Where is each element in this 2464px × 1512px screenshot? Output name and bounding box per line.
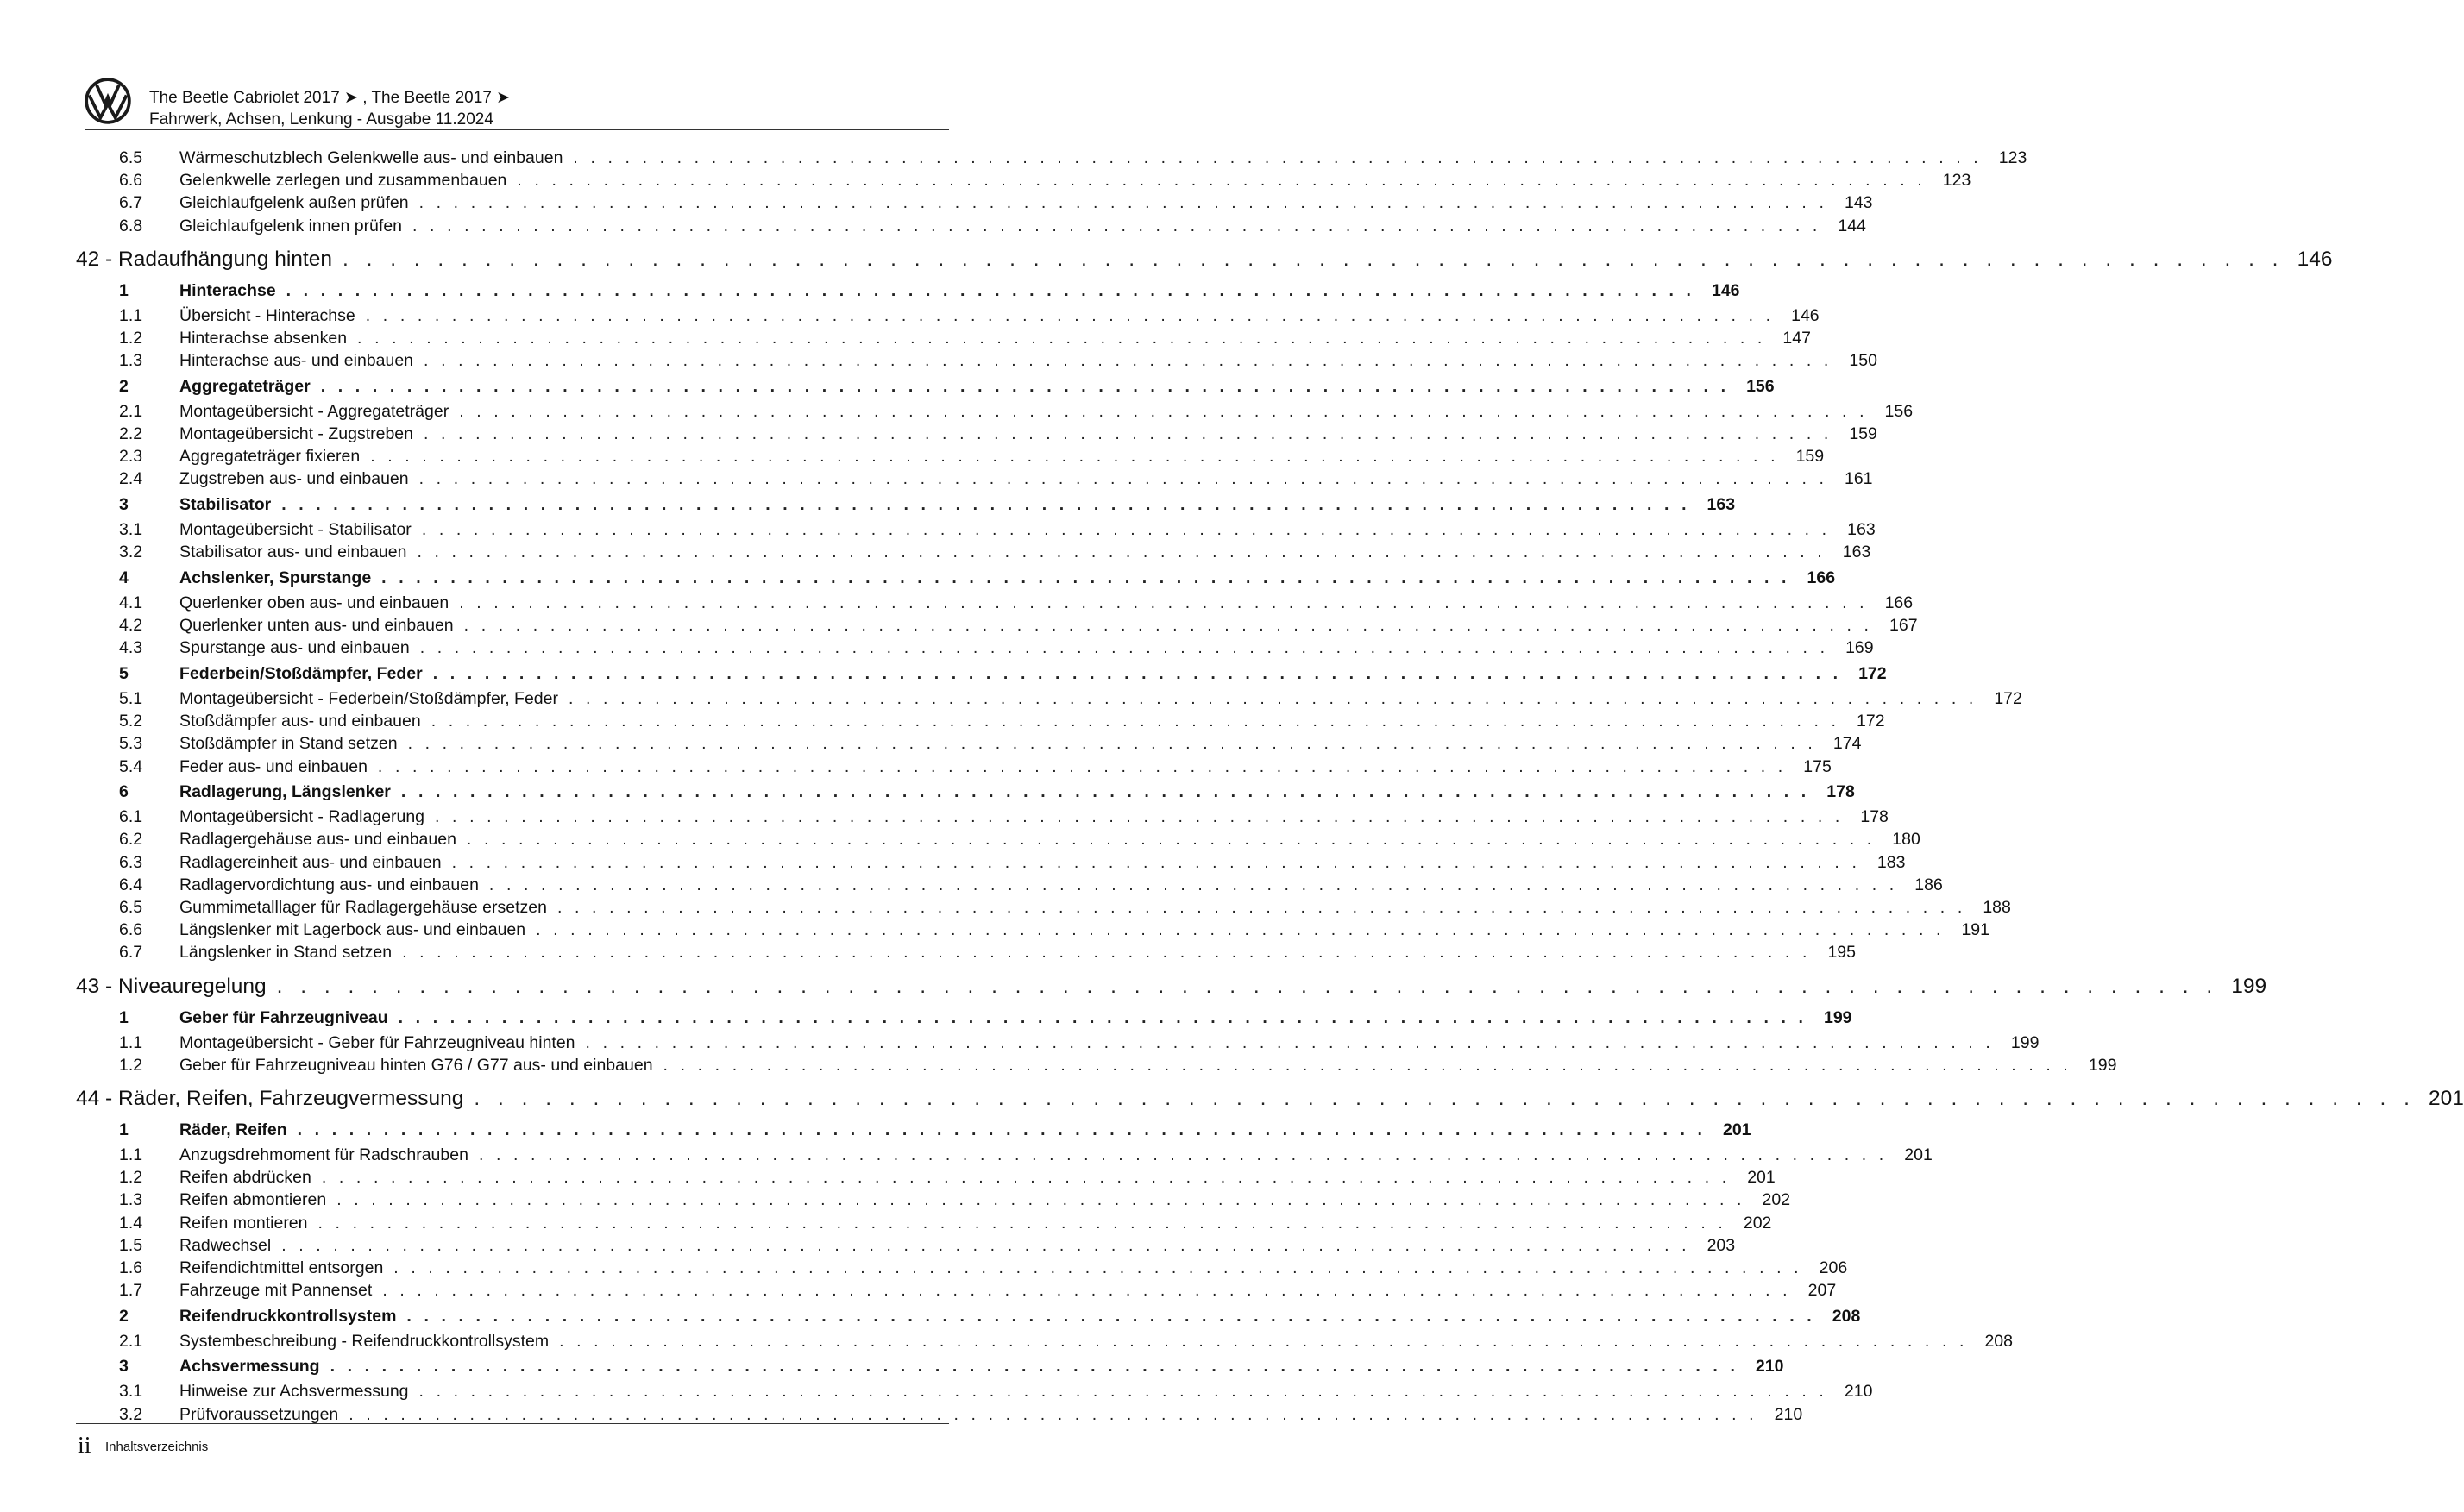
toc-page-number: 206 — [1819, 1258, 1848, 1277]
toc-page-number: 163 — [1847, 520, 1876, 540]
toc-section-entry[interactable] — [74, 1306, 1861, 1332]
toc-subsection-entry[interactable] — [74, 520, 1876, 543]
toc-page-number: 146 — [2297, 247, 2333, 271]
toc-entry-number: 4.3 — [119, 638, 143, 658]
toc-entry-title: Gummimetalllager für Radlagergehäuse ersetzen — [179, 898, 547, 917]
toc-dot-leader: . . . . . . . . . . . . . . . . . . . . . . . . . . . . . . . . . . . . . . . . . . . . . . . . . . . . . . . . . . . . . . . . . . . . . . . . . . . . . . . . . . — [402, 943, 1811, 963]
toc-entry-title: Achslenker, Spurstange — [179, 568, 372, 587]
toc-entry-number: 3 — [119, 495, 129, 515]
toc-entry-number: 1.2 — [119, 1055, 143, 1075]
toc-subsection-entry[interactable] — [74, 1331, 2013, 1354]
toc-page-number: 202 — [1743, 1213, 1772, 1233]
toc-dot-leader: . . . . . . . . . . . . . . . . . . . . . . . . . . . . . . . . . . . . . . . . . . . . . . . . . . . . . . . . . . . . . . . . . . . . . . . . . . . . . . . . . . — [382, 1281, 1792, 1301]
toc-entry-number: 2.3 — [119, 447, 143, 467]
toc-entry-title: Prüfvoraussetzungen — [179, 1404, 339, 1424]
toc-page-number: 123 — [1998, 148, 2027, 167]
toc-page-number: 174 — [1832, 734, 1862, 754]
toc-entry-number: 1.5 — [119, 1235, 143, 1255]
toc-page-number: 172 — [1857, 712, 1885, 731]
toc-entry-title: Radlagerung, Längslenker — [179, 782, 391, 802]
page-folio: ii — [78, 1433, 91, 1459]
toc-entry-title: 43 - Niveauregelung — [76, 974, 267, 998]
toc-entry-number: 2.1 — [119, 401, 143, 421]
toc-subsection-entry[interactable] — [74, 1055, 2117, 1078]
toc-subsection-entry[interactable] — [74, 305, 1820, 329]
toc-dot-leader: . . . . . . . . . . . . . . . . . . . . . . . . . . . . . . . . . . . . . . . . . . . . . . . . . . . . . . . . . . . . . . . . . . . . . . . . . . . . . . . . . . — [357, 328, 1766, 348]
toc-entry-number: 6 — [119, 782, 129, 802]
toc-dot-leader: . . . . . . . . . . . . . . . . . . . . . . . . . . . . . . . . . . . . . . . . . . . . . . . . . . . . . . . . . . . . . . . . . . . . . . . . . . . . . . . . . . — [463, 616, 1873, 636]
toc-page-number: 191 — [1961, 920, 1989, 940]
toc-chapter-entry[interactable] — [74, 974, 2267, 1004]
toc-entry-title: Montageübersicht - Federbein/Stoßdämpfer, Feder — [179, 689, 558, 708]
toc-subsection-entry[interactable] — [74, 1168, 1776, 1190]
toc-dot-leader: . . . . . . . . . . . . . . . . . . . . . . . . . . . . . . . . . . . . . . . . . . . . . . . . . . . . . . . . . . . . . . . . . . . . . . . . . . . . . . . . . . — [418, 469, 1828, 489]
toc-entry-title: Montageübersicht - Stabilisator — [179, 520, 412, 540]
toc-section-entry[interactable] — [74, 376, 1775, 402]
toc-page-number: 201 — [1747, 1168, 1776, 1188]
toc-subsection-entry[interactable] — [74, 401, 1914, 424]
toc-entry-title: Stoßdämpfer in Stand setzen — [179, 734, 398, 754]
toc-entry-number: 6.6 — [119, 920, 143, 940]
toc-page-number: 143 — [1844, 193, 1873, 213]
toc-subsection-entry[interactable] — [74, 616, 1918, 638]
toc-subsection-entry[interactable] — [74, 734, 1862, 756]
toc-subsection-entry[interactable] — [74, 898, 2011, 920]
toc-section-entry[interactable] — [74, 568, 1836, 593]
toc-dot-leader: . . . . . . . . . . . . . . . . . . . . . . . . . . . . . . . . . . . . . . . . . . . . . . . . . . . . . . . . . . . . . . . . . . . . . . . . . . . . . . . . . . — [336, 1190, 1746, 1210]
toc-section-entry[interactable] — [74, 1120, 1751, 1145]
footer-rule — [76, 1423, 949, 1424]
toc-entry-number: 3 — [119, 1357, 129, 1377]
toc-entry-title: Räder, Reifen — [179, 1120, 287, 1139]
toc-entry-number: 6.7 — [119, 193, 143, 213]
toc-page-number: 210 — [1844, 1382, 1873, 1402]
toc-dot-leader: . . . . . . . . . . . . . . . . . . . . . . . . . . . . . . . . . . . . . . . . . . . . . . . . . . . . . . . . . . . . . . . . . . . . . . . . . . . . . . . . . . — [286, 280, 1695, 300]
toc-page-number: 156 — [1884, 401, 1914, 421]
toc-subsection-entry[interactable] — [74, 351, 1877, 373]
toc-entry-title: Hinterachse — [179, 280, 276, 300]
toc-entry-title: Stoßdämpfer aus- und einbauen — [179, 712, 421, 731]
toc-dot-leader: . . . . . . . . . . . . . . . . . . . . . . . . . . . . . . . . . . . . . . . . . . . . . . . . . . . . . . . . . . . . . . . . . . . . . . . . . . . . . . . . . . — [370, 447, 1780, 467]
toc-dot-leader: . . . . . . . . . . . . . . . . . . . . . . . . . . . . . . . . . . . . . . . . . . . . . . . . . . . . . . . . . . . . . . . . . . . . . . . . . . . . . . . . . . — [400, 782, 1810, 802]
toc-page-number: 199 — [2010, 1032, 2040, 1052]
toc-entry-title: Hinweise zur Achsvermessung — [179, 1382, 409, 1402]
toc-entry-number: 1.2 — [119, 1168, 143, 1188]
toc-entry-number: 6.5 — [119, 148, 143, 167]
toc-dot-leader: . . . . . . . . . . . . . . . . . . . . . . . . . . . . . . . . . . . . . . . . . . . . . . . . . . . . . . . . . . . . . . . . . . . . . . . . . . . . . . . . . . — [377, 756, 1787, 776]
toc-entry-number: 3.1 — [119, 1382, 143, 1402]
toc-dot-leader: . . . . . . . . . . . . . . . . . . . . . . . . . . . . . . . . . . . . . . . . . . . . . . . . . . . . . . . . . . . . . . . . . . . . . . . . . . . . . . . . . . — [573, 148, 1983, 167]
toc-entry-title: Reifendruckkontrollsystem — [179, 1306, 397, 1326]
toc-dot-leader: . . . . . . . . . . . . . . . . . . . . . . . . . . . . . . . . . . . . . . . . . . . . . . . . . . . . . . . . . . . . . . . . . . . . . . . . . . . . . . . . . . — [424, 351, 1832, 371]
toc-entry-number: 5.3 — [119, 734, 143, 754]
toc-chapter-entry[interactable] — [74, 247, 2333, 277]
toc-entry-title: Montageübersicht - Zugstreben — [179, 424, 413, 443]
toc-entry-number: 5.1 — [119, 689, 143, 708]
toc-dot-leader: . . . . . . . . . . . . . . . . . . . . . . . . . . . . . . . . . . . . . . . . . . . . . . . . . . . . . . . . . . . . . . . . . . . . . . . . . . . . . . . . . . — [281, 495, 1691, 515]
toc-entry-number: 1 — [119, 1007, 129, 1027]
toc-subsection-entry[interactable] — [74, 193, 1873, 216]
toc-entry-number: 4.2 — [119, 616, 143, 636]
toc-entry-title: 42 - Radaufhängung hinten — [76, 247, 332, 271]
toc-dot-leader: . . . . . . . . . . . . . . . . . . . . . . . . . . . . . . . . . . . . . . . . . . . . . . . . . . . . . . . . . . . . . . . . . . . . . . . . . . . . . . . . . . — [297, 1120, 1707, 1139]
toc-entry-title: Reifen abmontieren — [179, 1190, 327, 1210]
toc-entry-title: Anzugsdrehmoment für Radschrauben — [179, 1145, 468, 1164]
toc-page-number: 207 — [1807, 1281, 1837, 1301]
toc-dot-leader: . . . . . . . . . . . . . . . . . . . . . . . . . . . . . . . . . . . . . . . . . . . . . . . . . . . . . . . . . . . . . . . . . . . . . . . . . . . . . . . . . . — [421, 520, 1831, 540]
toc-entry-number: 1 — [119, 280, 129, 300]
toc-entry-title: Wärmeschutzblech Gelenkwelle aus- und einbauen — [179, 148, 563, 167]
toc-section-entry[interactable] — [74, 782, 1855, 807]
toc-entry-number: 4 — [119, 568, 129, 587]
toc-page-number: 163 — [1707, 495, 1736, 515]
toc-entry-number: 1.4 — [119, 1213, 143, 1233]
toc-entry-number: 6.5 — [119, 898, 143, 917]
toc-dot-leader: . . . . . . . . . . . . . . . . . . . . . . . . . . . . . . . . . . . . . . . . . . . . . . . . . . . . . . . . . . . . . . . . . . . . . . . . . . . . . . . . . . — [459, 401, 1869, 421]
table-of-contents — [74, 148, 2464, 1427]
toc-subsection-entry[interactable] — [74, 171, 1971, 193]
toc-dot-leader: . . . . . . . . . . . . . . . . . . . . . . . . . . . . . . . . . . . . . . . . . . . . . . . . . . . . . . . . . . . . . . . . . . . . . . . . . . . . . . . . . . — [412, 216, 1821, 235]
toc-section-entry[interactable] — [74, 664, 1887, 689]
toc-subsection-entry[interactable] — [74, 424, 1877, 447]
toc-section-entry[interactable] — [74, 1357, 1784, 1382]
toc-dot-leader: . . . . . . . . . . . . . . . . . . . . . . . . . . . . . . . . . . . . . . . . . . . . . . . . . . . . . . . . . . . . . . . . . . . . . . . . . . . . . . . . . . — [559, 1331, 1968, 1351]
page-header — [85, 72, 949, 131]
page-footer — [78, 1433, 208, 1460]
toc-entry-title: Systembeschreibung - Reifendruckkontrollsystem — [179, 1331, 550, 1351]
toc-entry-title: Stabilisator aus- und einbauen — [179, 543, 407, 562]
toc-dot-leader: . . . . . . . . . . . . . . . . . . . . . . . . . . . . . . . . . . . . . . . . . . . . . . . . . . . . . . . . . . . . . . . . . . . . . . . . . . . . . . . . . . — [417, 543, 1826, 562]
toc-dot-leader: . . . . . . . . . . . . . . . . . . . . . . . . . . . . . . . . . . . . . . . . . . . . . . . . . . . . . . . . . . . . . . . . . . . . . . . . . . . . . . . . . . — [488, 875, 1898, 894]
toc-subsection-entry[interactable] — [74, 638, 1874, 661]
toc-page-number: 166 — [1884, 593, 1914, 612]
toc-subsection-entry[interactable] — [74, 1281, 1837, 1303]
toc-page-number: 166 — [1807, 568, 1836, 587]
toc-entry-number: 2 — [119, 1306, 129, 1326]
toc-page-number: 163 — [1842, 543, 1871, 562]
toc-entry-title: Hinterachse absenken — [179, 328, 348, 348]
toc-page-number: 201 — [1722, 1120, 1751, 1139]
toc-subsection-entry[interactable] — [74, 543, 1871, 565]
toc-entry-number: 6.6 — [119, 171, 143, 191]
toc-entry-number: 2.2 — [119, 424, 143, 443]
toc-entry-title: Achsvermessung — [179, 1357, 320, 1377]
toc-dot-leader: . . . . . . . . . . . . . . . . . . . . . . . . . . . . . . . . . . . . . . . . . . . . . . . . . . . . . . . . . . . . . . . . . . . . . . . . . . . . . . . . . . — [381, 568, 1791, 587]
toc-dot-leader: . . . . . . . . . . . . . . . . . . . . . . . . . . . . . . . . . . . . . . . . . . . . . . . . . . . . . . . . . . . . . . . . . . . . . . . . . . . . . . . . . . — [418, 1382, 1828, 1402]
toc-dot-leader: . . . . . . . . . . . . . . . . . . . . . . . . . . . . . . . . . . . . . . . . . . . . . . . . . . . . . . . . . . . . . . . . . . . . . . . . . . . . . . . . . . — [451, 852, 1861, 872]
toc-subsection-entry[interactable] — [74, 1190, 1791, 1213]
toc-entry-title: Gleichlaufgelenk außen prüfen — [179, 193, 409, 213]
toc-section-entry[interactable] — [74, 495, 1736, 520]
toc-page-number: 199 — [2231, 974, 2267, 998]
toc-dot-leader: . . . . . . . . . . . . . . . . . . . . . . . . . . . . . . . . . . . . . . . . . . . . . . . . . . . . . . . . . . . . . . . . . . . . . . . . . . . . . . . . . . — [459, 593, 1869, 612]
toc-page-number: 178 — [1860, 807, 1889, 827]
toc-page-number: 203 — [1707, 1235, 1736, 1255]
toc-entry-number: 1.7 — [119, 1281, 143, 1301]
toc-page-number: 210 — [1755, 1357, 1784, 1377]
toc-page-number: 201 — [1904, 1145, 1933, 1164]
toc-subsection-entry[interactable] — [74, 712, 1885, 734]
toc-dot-leader: . . . . . . . . . . . . . . . . . . . . . . . . . . . . . . . . . . . . . . . . . . . . . . . . . . . . . . . . . . . . . . . . . . . . . . . . . . . . . . . . . . — [431, 712, 1840, 731]
toc-dot-leader: . . . . . . . . . . . . . . . . . . . . . . . . . . . . . . . . . . . . . . . . . . . . . . . . . . . . . . . . . . . . . . . . . . . . . . . . . . . . . . . . . . — [321, 1168, 1731, 1188]
toc-page-number: 201 — [2429, 1086, 2464, 1110]
toc-subsection-entry[interactable] — [74, 1145, 1933, 1168]
toc-dot-leader: . . . . . . . . . . . . . . . . . . . . . . . . . . . . . . . . . . . . . . . . . . . . . . . . . . . . . . . . . . . . . . . . . . . . . . . . . . . . . . . . . . — [406, 1306, 1816, 1326]
header-text — [149, 87, 510, 130]
toc-entry-number: 2.1 — [119, 1331, 143, 1351]
toc-entry-number: 3.2 — [119, 1404, 143, 1424]
toc-entry-number: 5.2 — [119, 712, 143, 731]
toc-subsection-entry[interactable] — [74, 469, 1873, 492]
toc-dot-leader: . . . . . . . . . . . . . . . . . . . . . . . . . . . . . . . . . . . . . . . . . . . . . . . . . . . . . . . . . . . . . . . . . . . . . . . . . . . . . . . . . . — [317, 1213, 1727, 1233]
toc-dot-leader: . . . . . . . . . . . . . . . . . . . . . . . . . . . . . . . . . . . . . . . . . . . . . . . . . . . . . . . . . . . . . . . . . . . . . . . . . . . . . . . . . . — [418, 193, 1828, 213]
toc-entry-title: Aggregateträger fixieren — [179, 447, 361, 467]
toc-subsection-entry[interactable] — [74, 328, 1811, 351]
toc-dot-leader: . . . . . . . . . . . . . . . . . . . . . . . . . . . . . . . . . . . . . . . . . . . . . . . . . . . . . . . . . . . . . . . . . . . . . . . . . . . . . . . . . . — [474, 1086, 2416, 1110]
toc-entry-title: Federbein/Stoßdämpfer, Feder — [179, 664, 423, 683]
toc-page-number: 199 — [2088, 1055, 2117, 1075]
toc-dot-leader: . . . . . . . . . . . . . . . . . . . . . . . . . . . . . . . . . . . . . . . . . . . . . . . . . . . . . . . . . . . . . . . . . . . . . . . . . . . . . . . . . . — [585, 1032, 1995, 1052]
toc-dot-leader: . . . . . . . . . . . . . . . . . . . . . . . . . . . . . . . . . . . . . . . . . . . . . . . . . . . . . . . . . . . . . . . . . . . . . . . . . . . . . . . . . . — [365, 305, 1775, 325]
toc-subsection-entry[interactable] — [74, 1213, 1772, 1236]
toc-subsection-entry[interactable] — [74, 1032, 2040, 1056]
toc-entry-title: Übersicht - Hinterachse — [179, 305, 355, 325]
toc-entry-title: Reifendichtmittel entsorgen — [179, 1258, 384, 1277]
toc-entry-number: 4.1 — [119, 593, 143, 612]
toc-subsection-entry[interactable] — [74, 943, 1856, 965]
footer-label: Inhaltsverzeichnis — [105, 1440, 209, 1454]
toc-page-number: 123 — [1942, 171, 1971, 191]
toc-entry-title: Fahrzeuge mit Pannenset — [179, 1281, 373, 1301]
toc-entry-number: 1.1 — [119, 305, 143, 325]
toc-page-number: 172 — [1858, 664, 1887, 683]
header-rule — [85, 129, 949, 130]
toc-entry-title: Querlenker oben aus- und einbauen — [179, 593, 449, 612]
toc-page-number: 199 — [1823, 1007, 1852, 1027]
toc-page-number: 159 — [1795, 447, 1825, 467]
toc-chapter-entry[interactable] — [74, 1086, 2464, 1116]
toc-dot-leader: . . . . . . . . . . . . . . . . . . . . . . . . . . . . . . . . . . . . . . . . . . . . . . . . . . . . . . . . . . . . . . . . . . . . . . . . . . . . . . . . . . — [419, 638, 1829, 658]
toc-entry-title: Gelenkwelle zerlegen und zusammenbauen — [179, 171, 507, 191]
toc-dot-leader: . . . . . . . . . . . . . . . . . . . . . . . . . . . . . . . . . . . . . . . . . . . . . . . . . . . . . . . . . . . . . . . . . . . . . . . . . . . . . . . . . . — [466, 830, 1876, 850]
toc-entry-number: 2.4 — [119, 469, 143, 489]
toc-subsection-entry[interactable] — [74, 852, 1906, 875]
toc-subsection-entry[interactable] — [74, 875, 1943, 898]
toc-dot-leader: . . . . . . . . . . . . . . . . . . . . . . . . . . . . . . . . . . . . . . . . . . . . . . . . . . . . . . . . . . . . . . . . . . . . . . . . . . . . . . . . . . — [432, 664, 1842, 683]
toc-dot-leader: . . . . . . . . . . . . . . . . . . . . . . . . . . . . . . . . . . . . . . . . . . . . . . . . . . . . . . . . . . . . . . . . . . . . . . . . . . . . . . . . . . — [435, 807, 1844, 827]
toc-dot-leader: . . . . . . . . . . . . . . . . . . . . . . . . . . . . . . . . . . . . . . . . . . . . . . . . . . . . . . . . . . . . . . . . . . . . . . . . . . . . . . . . . . — [407, 734, 1817, 754]
toc-dot-leader: . . . . . . . . . . . . . . . . . . . . . . . . . . . . . . . . . . . . . . . . . . . . . . . . . . . . . . . . . . . . . . . . . . . . . . . . . . . . . . . . . . — [478, 1145, 1888, 1164]
toc-entry-number: 6.2 — [119, 830, 143, 850]
toc-page-number: 156 — [1746, 376, 1775, 396]
toc-dot-leader: . . . . . . . . . . . . . . . . . . . . . . . . . . . . . . . . . . . . . . . . . . . . . . . . . . . . . . . . . . . . . . . . . . . . . . . . . . . . . . . . . . — [398, 1007, 1807, 1027]
toc-subsection-entry[interactable] — [74, 1235, 1736, 1258]
toc-page-number: 175 — [1803, 756, 1832, 776]
toc-entry-number: 6.7 — [119, 943, 143, 963]
toc-entry-number: 6.1 — [119, 807, 143, 827]
toc-subsection-entry[interactable] — [74, 216, 1866, 239]
toc-dot-leader: . . . . . . . . . . . . . . . . . . . . . . . . . . . . . . . . . . . . . . . . . . . . . . . . . . . . . . . . . . . . . . . . . . . . . . . . . . . . . . . . . . — [536, 920, 1945, 940]
toc-dot-leader: . . . . . . . . . . . . . . . . . . . . . . . . . . . . . . . . . . . . . . . . . . . . . . . . . . . . . . . . . . . . . . . . . . . . . . . . . . . . . . . . . . — [393, 1258, 1803, 1277]
toc-entry-title: Zugstreben aus- und einbauen — [179, 469, 409, 489]
toc-entry-number: 2 — [119, 376, 129, 396]
toc-page-number: 150 — [1849, 351, 1877, 371]
toc-entry-title: Reifen abdrücken — [179, 1168, 311, 1188]
toc-entry-title: Hinterachse aus- und einbauen — [179, 351, 414, 371]
toc-page-number: 210 — [1774, 1404, 1803, 1424]
toc-subsection-entry[interactable] — [74, 807, 1889, 830]
toc-entry-title: Geber für Fahrzeugniveau hinten G76 / G77 aus- und einbauen — [179, 1055, 653, 1075]
toc-entry-title: Querlenker unten aus- und einbauen — [179, 616, 454, 636]
toc-entry-number: 1.6 — [119, 1258, 143, 1277]
toc-dot-leader: . . . . . . . . . . . . . . . . . . . . . . . . . . . . . . . . . . . . . . . . . . . . . . . . . . . . . . . . . . . . . . . . . . . . . . . . . . . . . . . . . . — [556, 898, 1966, 917]
toc-page-number: 146 — [1711, 280, 1740, 300]
toc-section-entry[interactable] — [74, 280, 1740, 306]
toc-dot-leader: . . . . . . . . . . . . . . . . . . . . . . . . . . . . . . . . . . . . . . . . . . . . . . . . . . . . . . . . . . . . . . . . . . . . . . . . . . . . . . . . . . — [517, 171, 1927, 191]
toc-dot-leader: . . . . . . . . . . . . . . . . . . . . . . . . . . . . . . . . . . . . . . . . . . . . . . . . . . . . . . . . . . . . . . . . . . . . . . . . . . . . . . . . . . — [423, 424, 1832, 443]
toc-entry-title: Reifen montieren — [179, 1213, 308, 1233]
toc-page-number: 161 — [1844, 469, 1873, 489]
toc-page-number: 178 — [1826, 782, 1855, 802]
toc-page-number: 202 — [1762, 1190, 1791, 1210]
toc-page-number: 183 — [1876, 852, 1906, 872]
toc-entry-number: 1.1 — [119, 1145, 143, 1164]
toc-subsection-entry[interactable] — [74, 689, 2022, 712]
toc-entry-number: 5 — [119, 664, 129, 683]
toc-entry-title: Montageübersicht - Aggregateträger — [179, 401, 449, 421]
toc-page-number: 188 — [1983, 898, 2011, 917]
toc-entry-title: Gleichlaufgelenk innen prüfen — [179, 216, 403, 235]
toc-entry-number: 1.2 — [119, 328, 143, 348]
toc-entry-title: Längslenker mit Lagerbock aus- und einbauen — [179, 920, 526, 940]
toc-dot-leader: . . . . . . . . . . . . . . . . . . . . . . . . . . . . . . . . . . . . . . . . . . . . . . . . . . . . . . . . . . . . . . . . . . . . . . . . . . . . . . . . . . — [349, 1404, 1758, 1424]
header-title-line1: The Beetle Cabriolet 2017 ➤ , The Beetle 2017 ➤ — [149, 89, 511, 107]
toc-page-number: 180 — [1892, 830, 1920, 850]
toc-entry-number: 6.4 — [119, 875, 143, 894]
toc-page-number: 167 — [1889, 616, 1918, 636]
toc-page-number: 169 — [1845, 638, 1874, 658]
toc-dot-leader: . . . . . . . . . . . . . . . . . . . . . . . . . . . . . . . . . . . . . . . . . . . . . . . . . . . . . . . . . . . . . . . . . . . . . . . . . . . . . . . . . . — [568, 689, 1977, 708]
toc-entry-title: Radlagereinheit aus- und einbauen — [179, 852, 442, 872]
header-title-line2: Fahrwerk, Achsen, Lenkung - Ausgabe 11.2024 — [149, 110, 493, 129]
toc-entry-number: 5.4 — [119, 756, 143, 776]
toc-page-number: 172 — [1994, 689, 2022, 708]
toc-entry-number: 1 — [119, 1120, 129, 1139]
vw-logo-icon — [85, 78, 131, 124]
toc-subsection-entry[interactable] — [74, 1382, 1873, 1404]
toc-entry-title: 44 - Räder, Reifen, Fahrzeugvermessung — [76, 1086, 464, 1110]
toc-subsection-entry[interactable] — [74, 593, 1914, 616]
toc-subsection-entry[interactable] — [74, 756, 1832, 780]
toc-dot-leader: . . . . . . . . . . . . . . . . . . . . . . . . . . . . . . . . . . . . . . . . . . . . . . . . . . . . . . . . . . . . . . . . . . . . . . . . . . . . . . . . . . — [281, 1235, 1691, 1255]
toc-page-number: 147 — [1782, 328, 1811, 348]
toc-entry-title: Montageübersicht - Radlagerung — [179, 807, 425, 827]
toc-subsection-entry[interactable] — [74, 830, 1920, 852]
toc-subsection-entry[interactable] — [74, 447, 1825, 469]
toc-page-number: 146 — [1791, 305, 1820, 325]
toc-entry-title: Aggregateträger — [179, 376, 311, 396]
toc-dot-leader: . . . . . . . . . . . . . . . . . . . . . . . . . . . . . . . . . . . . . . . . . . . . . . . . . . . . . . . . . . . . . . . . . . . . . . . . . . . . . . . . . . — [320, 376, 1730, 396]
toc-entry-number: 3.1 — [119, 520, 143, 540]
toc-subsection-entry[interactable] — [74, 148, 2027, 171]
toc-entry-number: 6.8 — [119, 216, 143, 235]
toc-subsection-entry[interactable] — [74, 920, 1989, 943]
toc-entry-title: Feder aus- und einbauen — [179, 756, 368, 776]
toc-entry-title: Montageübersicht - Geber für Fahrzeugniveau hinten — [179, 1032, 575, 1052]
toc-entry-title: Radlagergehäuse aus- und einbauen — [179, 830, 456, 850]
toc-entry-title: Radlagervordichtung aus- und einbauen — [179, 875, 479, 894]
toc-entry-number: 3.2 — [119, 543, 143, 562]
toc-entry-number: 6.3 — [119, 852, 143, 872]
toc-entry-title: Radwechsel — [179, 1235, 272, 1255]
toc-entry-title: Längslenker in Stand setzen — [179, 943, 393, 963]
toc-entry-number: 1.3 — [119, 351, 143, 371]
toc-entry-number: 1.1 — [119, 1032, 143, 1052]
toc-dot-leader: . . . . . . . . . . . . . . . . . . . . . . . . . . . . . . . . . . . . . . . . . . . . . . . . . . . . . . . . . . . . . . . . . . . . . . . . . . . . . . . . . . — [330, 1357, 1739, 1377]
toc-page-number: 208 — [1832, 1306, 1861, 1326]
toc-page-number: 195 — [1827, 943, 1856, 963]
toc-entry-title: Stabilisator — [179, 495, 272, 515]
toc-page-number: 208 — [1984, 1331, 2013, 1351]
toc-entry-title: Spurstange aus- und einbauen — [179, 638, 410, 658]
toc-page-number: 186 — [1914, 875, 1943, 894]
toc-entry-number: 1.3 — [119, 1190, 143, 1210]
toc-entry-title: Geber für Fahrzeugniveau — [179, 1007, 388, 1027]
toc-dot-leader: . . . . . . . . . . . . . . . . . . . . . . . . . . . . . . . . . . . . . . . . . . . . . . . . . . . . . . . . . . . . . . . . . . . . . . . . . . . . . . . . . . — [342, 247, 2285, 271]
toc-dot-leader: . . . . . . . . . . . . . . . . . . . . . . . . . . . . . . . . . . . . . . . . . . . . . . . . . . . . . . . . . . . . . . . . . . . . . . . . . . . . . . . . . . — [663, 1055, 2072, 1075]
toc-page-number: 144 — [1838, 216, 1866, 235]
toc-subsection-entry[interactable] — [74, 1258, 1848, 1281]
toc-page-number: 159 — [1849, 424, 1877, 443]
toc-section-entry[interactable] — [74, 1007, 1852, 1033]
toc-dot-leader: . . . . . . . . . . . . . . . . . . . . . . . . . . . . . . . . . . . . . . . . . . . . . . . . . . . . . . . . . . . . . . . . . . . . . . . . . . . . . . . . . . — [276, 974, 2219, 998]
